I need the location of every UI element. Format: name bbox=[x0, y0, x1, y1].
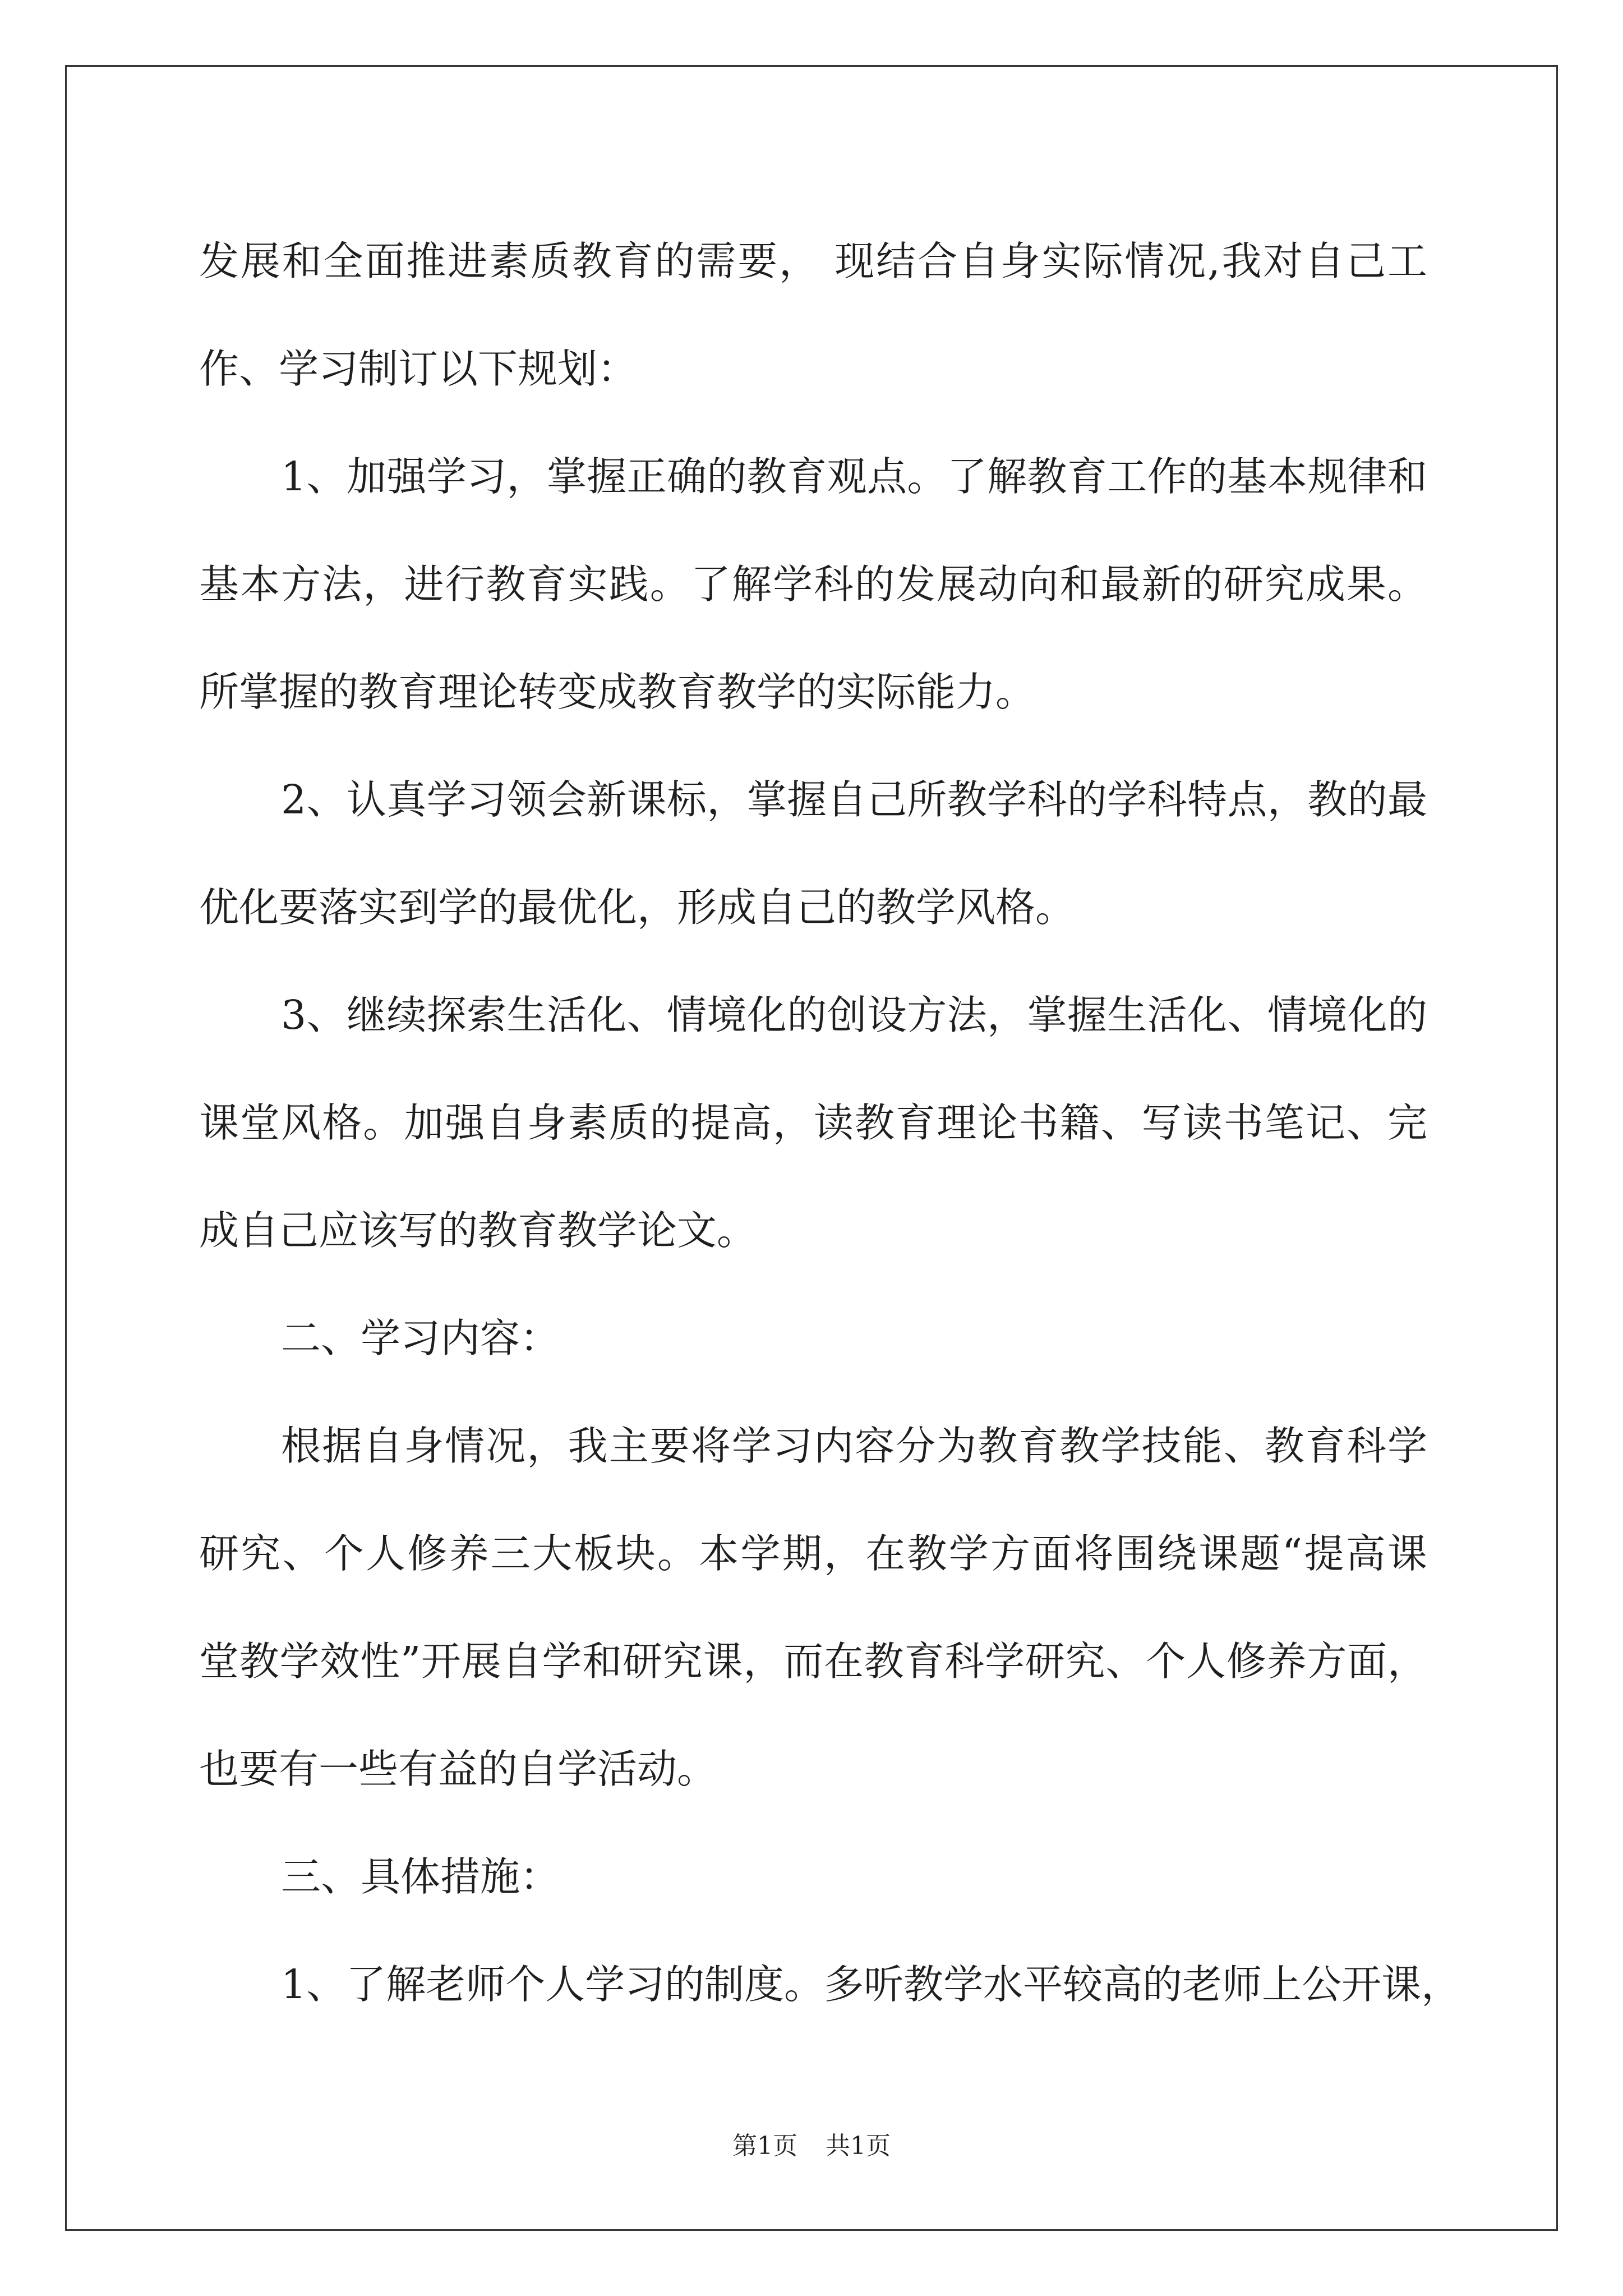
text-line: 基本方法，进行教育实践。了解学科的发展动向和最新的研究成果。 bbox=[199, 561, 1427, 608]
text-line: 堂教学效性”开展自学和研究课，而在教育科学研究、个人修养方面， bbox=[199, 1638, 1427, 1685]
paragraph bbox=[199, 746, 1427, 961]
text-line: 根据自身情况，我主要将学习内容分为教育教学技能、教育科学 bbox=[281, 1423, 1427, 1469]
text-line: 1、了解老师个人学习的制度。多听教学水平较高的老师上公开课， bbox=[281, 1961, 1461, 2008]
paragraph bbox=[199, 1392, 1427, 1823]
paragraph bbox=[199, 1931, 1461, 2039]
text-line: 2、认真学习领会新课标，掌握自己所教学科的学科特点，教的最 bbox=[281, 776, 1427, 823]
section-heading bbox=[199, 1823, 1427, 1931]
text-line: 1、加强学习，掌握正确的教育观点。了解教育工作的基本规律和 bbox=[281, 453, 1427, 500]
paragraph bbox=[199, 208, 1427, 423]
text-line: 三、具体措施： bbox=[281, 1853, 560, 1900]
page-number: 第1页 bbox=[732, 2132, 797, 2160]
text-line: 3、继续探索生活化、情境化的创设方法，掌握生活化、情境化的 bbox=[281, 992, 1427, 1038]
text-line: 二、学习内容： bbox=[281, 1315, 560, 1361]
document-body bbox=[199, 208, 1461, 2039]
page-total: 共1页 bbox=[826, 2132, 891, 2160]
text-line: 研究、个人修养三大板块。本学期，在教学方面将围绕课题“提高课 bbox=[199, 1530, 1427, 1577]
text-line: 成自己应该写的教育教学论文。 bbox=[199, 1207, 757, 1254]
text-line: 优化要落实到学的最优化，形成自己的教学风格。 bbox=[199, 884, 1076, 931]
text-line: 作、学习制订以下规划： bbox=[199, 346, 638, 392]
text-line: 课堂风格。加强自身素质的提高，读教育理论书籍、写读书笔记、完 bbox=[199, 1099, 1427, 1146]
text-line: 也要有一些有益的自学活动。 bbox=[199, 1746, 717, 1792]
paragraph bbox=[199, 423, 1427, 746]
paragraph bbox=[199, 961, 1427, 1285]
text-line: 所掌握的教育理论转变成教育教学的实际能力。 bbox=[199, 669, 1036, 715]
page-footer bbox=[0, 2129, 1623, 2163]
section-heading bbox=[199, 1285, 1427, 1392]
text-line: 发展和全面推进素质教育的需要， 现结合自身实际情况,我对自己工 bbox=[199, 238, 1427, 284]
